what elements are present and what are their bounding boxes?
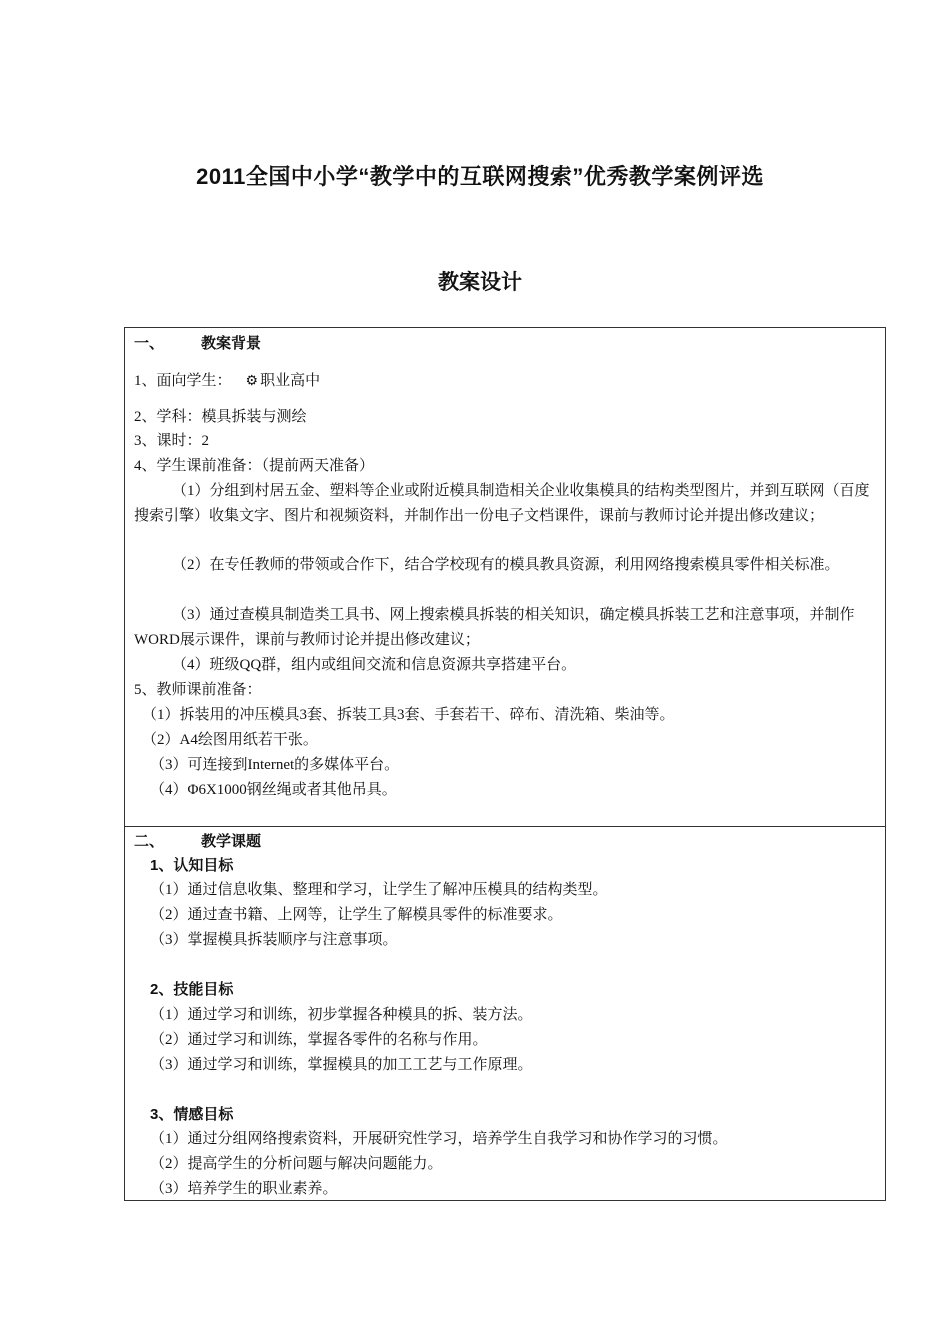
subject-line: 2、学科：模具拆装与测绘 xyxy=(134,409,307,425)
teacher-prep-heading: 5、教师课前准备： xyxy=(134,682,262,698)
goal-item: （2）提高学生的分析问题与解决问题能力。 xyxy=(150,1156,443,1172)
document-title: 2011全国中小学“教学中的互联网搜索”优秀教学案例评选 xyxy=(196,164,764,189)
section-title: 教学课题 xyxy=(201,833,262,850)
goal-item: （3）掌握模具拆装顺序与注意事项。 xyxy=(150,932,398,948)
section-heading xyxy=(134,332,261,356)
section-number: 一、 xyxy=(134,335,165,352)
section-heading xyxy=(134,830,261,854)
lesson-background-section xyxy=(124,327,886,827)
student-prep-item: （1）分组到村居五金、塑料等企业或附近模具制造相关企业收集模具的结构类型图片，并到互联网（百度搜索引擎）收集文字、图片和视频资料，并制作出一份电子文档课件，课前与教师讨论并提出修改建议； xyxy=(134,483,870,524)
student-prep-item: （2）在专任教师的带领或合作下，结合学校现有的模具教具资源，利用网络搜索模具零件相关标准。 xyxy=(172,557,840,573)
section-number: 二、 xyxy=(134,833,165,850)
goal-heading: 3、情感目标 xyxy=(150,1106,234,1123)
goal-item: （1）通过分组网络搜索资料，开展研究性学习，培养学生自我学习和协作学习的习惯。 xyxy=(150,1131,728,1147)
goal-item: （1）通过信息收集、整理和学习，让学生了解冲压模具的结构类型。 xyxy=(150,882,608,898)
teacher-prep-item: （2）A4绘图用纸若干张。 xyxy=(142,732,318,748)
goal-heading: 1、认知目标 xyxy=(150,857,234,874)
target-students-line xyxy=(134,369,320,394)
teacher-prep-item: （4）Φ6X1000钢丝绳或者其他吊具。 xyxy=(150,782,397,798)
lesson-topic-section xyxy=(124,826,886,1201)
student-prep-item: （4）班级QQ群，组内或组间交流和信息资源共享搭建平台。 xyxy=(172,657,577,673)
goal-heading: 2、技能目标 xyxy=(150,981,234,998)
hours-line: 3、课时：2 xyxy=(134,433,210,449)
teacher-prep-item: （3）可连接到Internet的多媒体平台。 xyxy=(150,757,400,773)
document-subtitle: 教案设计 xyxy=(438,271,522,294)
student-prep-item: （3）通过查模具制造类工具书、网上搜索模具拆装的相关知识，确定模具拆装工艺和注意事项，并制作WORD展示课件，课前与教师讨论并提出修改建议； xyxy=(134,607,855,648)
goal-item: （2）通过学习和训练，掌握各零件的名称与作用。 xyxy=(150,1032,488,1048)
target-students-value: 职业高中 xyxy=(260,373,321,389)
goal-item: （3）培养学生的职业素养。 xyxy=(150,1181,338,1197)
teacher-prep-item: （1）拆装用的冲压模具3套、拆装工具3套、手套若干、碎布、清洗箱、柴油等。 xyxy=(142,707,675,723)
goal-item: （1）通过学习和训练，初步掌握各种模具的拆、装方法。 xyxy=(150,1007,533,1023)
section-title: 教案背景 xyxy=(201,335,262,352)
target-students-label: 1、面向学生： xyxy=(134,373,232,389)
gear-icon: ⚙ xyxy=(245,374,259,389)
student-prep-heading: 4、学生课前准备：（提前两天准备） xyxy=(134,458,375,474)
goal-item: （2）通过查书籍、上网等，让学生了解模具零件的标准要求。 xyxy=(150,907,563,923)
goal-item: （3）通过学习和训练，掌握模具的加工工艺与工作原理。 xyxy=(150,1057,533,1073)
